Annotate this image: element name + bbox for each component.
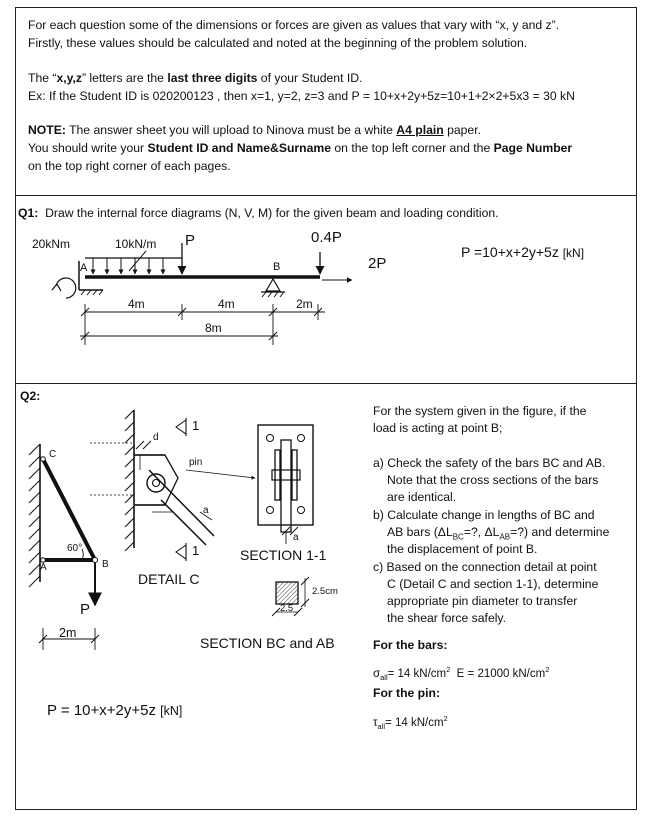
intro-line-1: For each question some of the dimensions or forces are given as values that vary with “x, y and z”. <box>28 18 560 32</box>
section-1-1-title: SECTION 1-1 <box>240 547 327 563</box>
q2-pin-label: pin <box>189 457 203 468</box>
q2-bars-label: For the bars: <box>373 638 448 652</box>
q1-title: Q1: Draw the internal force diagrams (N, V, M) for the given beam and loading condition. <box>18 206 499 220</box>
q2-part-a-2: Note that the cross sections of the bars <box>387 473 599 487</box>
q2-part-c-3: appropriate pin diameter to transfer <box>387 594 578 608</box>
q2-section-a: a <box>293 532 299 543</box>
q2-dim-2-5cm: 2.5cm <box>312 586 338 597</box>
q2-part-a-3: are identical. <box>387 490 457 504</box>
q2-section-mark-bottom: 1 <box>192 543 200 558</box>
q2-title: Q2: <box>20 389 41 403</box>
q2-part-c-1: c) Based on the connection detail at point <box>373 560 597 574</box>
q1-dim-1: 4m <box>128 297 145 311</box>
q2-section-mark-top: 1 <box>192 418 200 433</box>
detail-c-drawing <box>90 410 255 561</box>
q2-part-b-1: b) Calculate change in lengths of BC and <box>373 508 595 522</box>
intro-example: Ex: If the Student ID is 020200123 , then x=1, y=2, z=3 and P = 10+x+2y+5z=10+1+2×2+5x3 = 30 kN <box>28 89 575 103</box>
q2-formula: P = 10+x+2y+5z [kN] <box>47 702 183 719</box>
q1-dim-total: 8m <box>205 321 222 335</box>
note-line-1: NOTE: The answer sheet you will upload to Ninova must be a white A4 plain paper. <box>28 123 481 137</box>
q2-part-b-3: the displacement of point B. <box>387 542 538 556</box>
q2-desc-2: load is acting at point B; <box>373 421 503 435</box>
q2-point-B: B <box>102 559 109 570</box>
q2-part-c-2: C (Detail C and section 1-1), determine <box>387 577 599 591</box>
q2-pin-values: $\tau_{all}= 14$ $kN/cm^2$ <box>373 714 448 732</box>
q2-detail-d: d <box>153 432 159 443</box>
q1-load-2P: 2P <box>368 255 387 272</box>
q1-load-04P: 0.4P <box>311 229 342 246</box>
q2-pin-label-heading: For the pin: <box>373 686 441 700</box>
q2-detail-a: a <box>203 505 209 516</box>
q2-bars-values: $\sigma_{all}= 14$ $kN/cm^2$ E = 21000 $kN/cm^2$ <box>373 665 550 683</box>
q2-dim-2-5: 2.5 <box>280 603 294 614</box>
q1-dim-2: 4m <box>218 297 235 311</box>
q2-point-A: A <box>40 562 47 573</box>
intro-line-3: The “x,y,z” letters are the last three digits of your Student ID. <box>28 71 363 85</box>
q2-truss-diagram <box>29 444 99 650</box>
note-line-3: on the top right corner of each pages. <box>28 159 231 173</box>
q2-part-b-2: AB bars ($\Delta L_{BC}=$?, $\Delta L_{AB}=$?) and determine <box>387 525 610 542</box>
q1-dim-3: 2m <box>296 297 313 311</box>
q1-point-load-P: P <box>185 232 196 249</box>
q1-point-A: A <box>80 262 88 274</box>
intro-line-2: Firstly, these values should be calculated and noted at the beginning of the problem solution. <box>28 36 528 50</box>
q2-part-a-1: a) Check the safety of the bars BC and AB. <box>373 456 606 470</box>
q1-point-B: B <box>273 261 281 273</box>
q2-angle: 60° <box>67 543 83 554</box>
q2-dim-2m: 2m <box>59 626 77 640</box>
note-line-2: You should write your Student ID and Name&Surname on the top left corner and the Page Number <box>28 141 573 155</box>
q1-moment-label: 20kNm <box>32 237 71 251</box>
q2-point-C: C <box>49 449 57 460</box>
q2-part-c-4: the shear force safely. <box>387 611 506 625</box>
q1-formula: P =10+x+2y+5z [kN] <box>461 244 585 260</box>
section-bc-ab-title: SECTION BC and AB <box>200 635 335 651</box>
section-1-1-drawing <box>258 425 313 544</box>
detail-c-title: DETAIL C <box>138 571 200 587</box>
q2-desc-1: For the system given in the figure, if the <box>373 404 587 418</box>
q1-beam-diagram <box>52 243 352 345</box>
q1-dist-load-label: 10kN/m <box>115 237 157 251</box>
q2-load-P: P <box>80 601 91 618</box>
